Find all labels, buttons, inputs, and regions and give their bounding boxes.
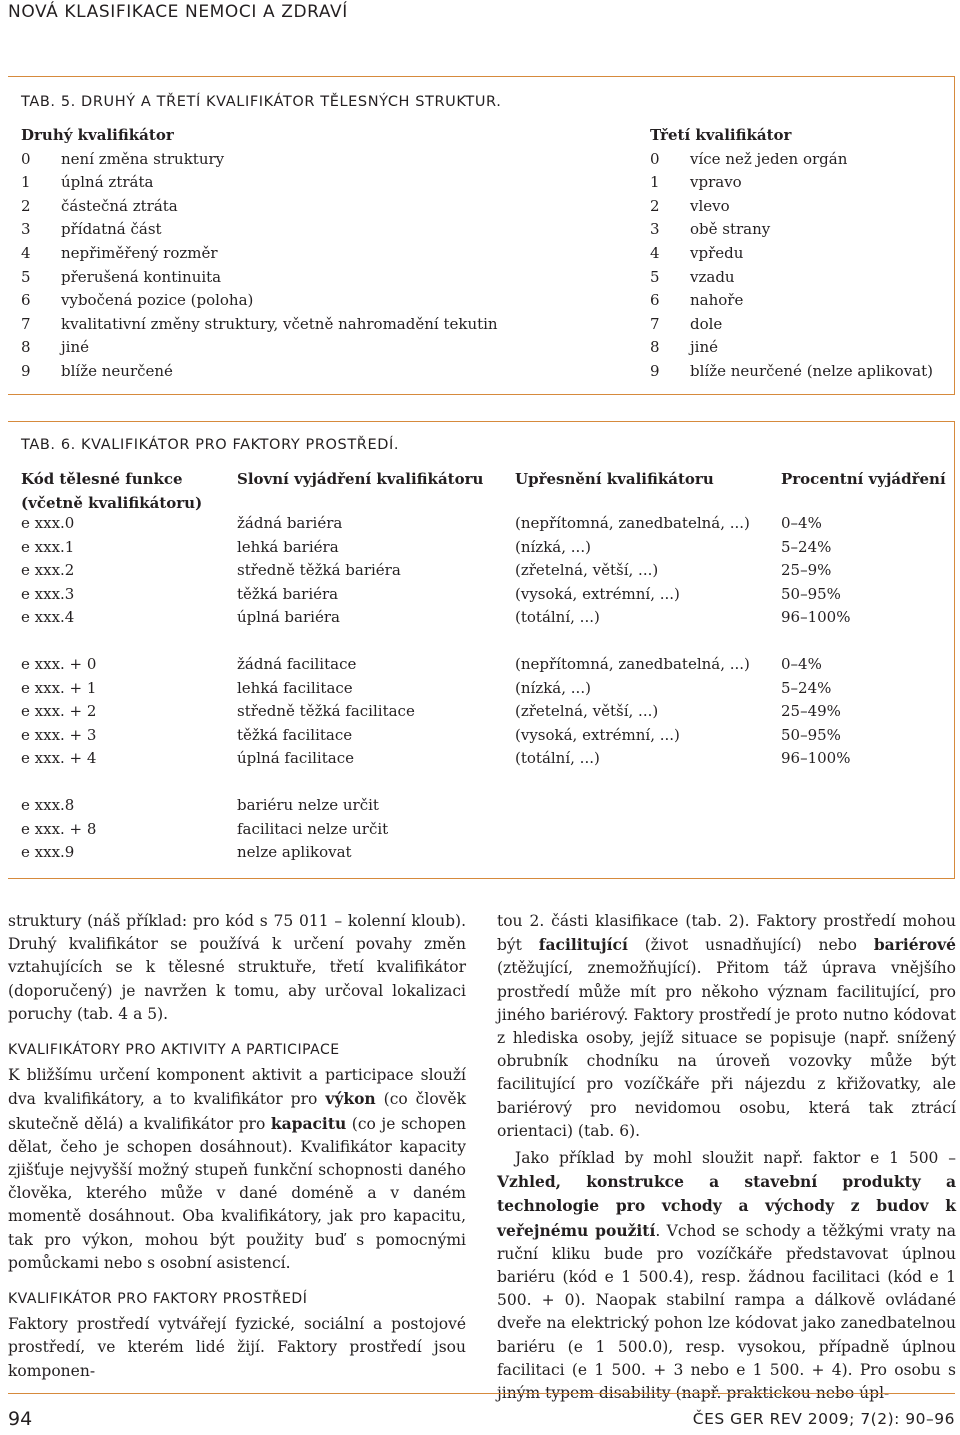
table-row [21, 677, 941, 701]
cell-verbal: úplná bariéra [237, 608, 340, 627]
table-row [21, 583, 941, 607]
heading-environment: KVALIFIKÁTOR PRO FAKTORY PROSTŘEDÍ [8, 1291, 308, 1308]
left-para-2: K bližšímu určení komponent aktivit a participace slouží dva kvalifikátory, a to kvalifikátor pro výkon (co člověk skutečně dělá) a kvalifikátor pro kapacitu (co je schopen dělat, čeho je schopen dosáhnout). Kvalifikátor kapacity zjišťuje nejvyšší možný stupeň funkční schopnosti daného člověka, kterého může v dané doméně a v daném momentě dosáhnout. Oba kvalifikátory, jak pro kapacitu, tak pro výkon, mohou být použity buď s pomocnými pomůckami nebo s osobní asistencí. [8, 1066, 466, 1272]
cell-verbal: nelze aplikovat [237, 843, 352, 862]
cell-detail: (vysoká, extrémní, ...) [515, 725, 680, 744]
cell-code: e xxx.1 [21, 537, 75, 556]
table-6-header [21, 468, 946, 515]
cell-verbal: žádná bariéra [237, 514, 343, 532]
cell-code: e xxx.4 [21, 608, 75, 627]
table-6-caption: TAB. 6. KVALIFIKÁTOR PRO FAKTORY PROSTŘEDÍ. [21, 437, 400, 453]
qualifier-label: vzadu [690, 267, 735, 286]
right-para-1: tou 2. části klasifikace (tab. 2). Faktory prostředí mohou být facilitující (život usnadňující) nebo bariérové (ztěžující, znemožňující). Přitom táž úprava vnějšího prostředí může mít pro někoho význam facilitující, pro jiného bariérový. Faktory prostředí je proto nutno kódovat z hlediska osoby, jejíž situace se popisuje (např. snížený obrubník chodníku na úroveň vozovky může být facilitující pro vozíčkáře při nájezdu z křižovatky, ale bariérový pro nevidomou osobu, která tak ztrácí orientaci) (tab. 6). [497, 912, 956, 1140]
qualifier-item [21, 313, 498, 337]
qualifier-code: 3 [650, 220, 660, 239]
qualifier-label: vlevo [690, 196, 730, 215]
table-row [21, 841, 515, 865]
qualifier-label: dole [690, 314, 723, 333]
cell-code: e xxx. + 3 [21, 725, 97, 744]
second-qualifier-title: Druhý kvalifikátor [21, 126, 174, 144]
cell-detail: (vysoká, extrémní, ...) [515, 584, 680, 603]
qualifier-code: 3 [21, 220, 31, 239]
table-row [21, 818, 515, 842]
cell-percent: 5–24% [781, 537, 832, 556]
qualifier-item [21, 289, 498, 313]
qualifier-item [650, 289, 933, 313]
qualifier-label: více než jeden orgán [690, 149, 848, 168]
qualifier-code: 8 [21, 338, 31, 357]
cell-verbal: bariéru nelze určit [237, 796, 379, 814]
qualifier-code: 6 [650, 291, 660, 310]
header-code-line2: (včetně kvalifikátoru) [21, 493, 203, 512]
table-row [21, 724, 941, 748]
qualifier-item [650, 171, 933, 195]
cell-verbal: středně těžká bariéra [237, 561, 401, 580]
qualifier-item [21, 266, 498, 290]
second-qualifier-list [21, 124, 498, 384]
table-row [21, 700, 941, 724]
journal-citation: ČES GER REV 2009; 7(2): 90–96 [692, 1410, 955, 1428]
page-number: 94 [8, 1408, 33, 1430]
qualifier-item [650, 336, 933, 360]
cell-code: e xxx.3 [21, 584, 75, 603]
heading-activities: KVALIFIKÁTORY PRO AKTIVITY A PARTICIPACE [8, 1042, 340, 1059]
qualifier-item [21, 242, 498, 266]
cell-verbal: těžká facilitace [237, 725, 353, 744]
qualifier-code: 1 [21, 173, 31, 192]
cell-percent: 5–24% [781, 678, 832, 697]
qualifier-label: blíže neurčené (nelze aplikovat) [690, 361, 933, 380]
qualifier-label: nahoře [690, 291, 744, 310]
cell-code: e xxx. + 4 [21, 749, 97, 768]
footer-rule [8, 1393, 955, 1394]
cell-verbal: lehká bariéra [237, 537, 339, 556]
qualifier-code: 2 [21, 196, 31, 215]
qualifier-code: 9 [650, 361, 660, 380]
cell-percent: 50–95% [781, 584, 841, 603]
qualifier-code: 8 [650, 338, 660, 357]
qualifier-label: jiné [690, 338, 718, 357]
cell-percent: 50–95% [781, 725, 841, 744]
cell-detail: (zřetelná, větší, ...) [515, 561, 659, 580]
qualifier-label: přerušená kontinuita [61, 267, 222, 286]
qualifier-code: 1 [650, 173, 660, 192]
cell-code: e xxx. + 2 [21, 702, 97, 721]
qualifier-code: 0 [650, 149, 660, 168]
table-row [21, 536, 941, 560]
header-code: Kód tělesné funkce [21, 470, 183, 488]
qualifier-code: 9 [21, 361, 31, 380]
third-qualifier-list [650, 124, 933, 384]
qualifier-label: částečná ztráta [61, 196, 178, 215]
qualifier-code: 2 [650, 196, 660, 215]
qualifier-item [21, 195, 498, 219]
running-head: NOVÁ KLASIFIKACE NEMOCI A ZDRAVÍ [8, 2, 348, 22]
cell-detail: (nepřítomná, zanedbatelná, ...) [515, 655, 750, 673]
cell-percent: 0–4% [781, 655, 822, 673]
table-row [21, 653, 941, 677]
qualifier-label: kvalitativní změny struktury, včetně nahromadění tekutin [61, 314, 498, 333]
qualifier-label: obě strany [690, 220, 771, 239]
qualifier-code: 4 [21, 243, 31, 262]
cell-verbal: těžká bariéra [237, 584, 339, 603]
header-verbal: Slovní vyjádření kvalifikátoru [237, 470, 484, 488]
cell-detail: (totální, ...) [515, 749, 600, 768]
qualifier-label: přídatná část [61, 220, 162, 239]
cell-code: e xxx.2 [21, 561, 75, 580]
cell-detail: (nepřítomná, zanedbatelná, ...) [515, 514, 750, 532]
cell-percent: 25–9% [781, 561, 832, 580]
qualifier-item [650, 266, 933, 290]
cell-code: e xxx. + 8 [21, 819, 97, 838]
cell-code: e xxx.8 [21, 796, 75, 814]
right-para-2: Jako příklad by mohl sloužit např. faktor e 1 500 – Vzhled, konstrukce a stavební produkty a technologie pro vchody a východy z budov k veřejnému použití. Vchod se schody a těžkými vraty na ruční kliku bude pro vozíčkáře představovat úplnou bariéru (kód e 1 500.4), resp. žádnou facilitaci (kód e 1 500. + 0). Naopak stabilní rampa a dálkově ovládané dveře na elektrický pohon lze kódovat jako zanedbatelnou bariéru (e 1 500.0), resp. vysokou, případně úplnou facilitaci (e 1 500. + 3 nebo e 1 500. + 4). Pro osobu s jiným typem disability (např. praktickou nebo úpl- [497, 1149, 956, 1403]
qualifier-item [21, 171, 498, 195]
cell-verbal: facilitaci nelze určit [237, 819, 389, 838]
cell-code: e xxx. + 1 [21, 678, 97, 697]
cell-percent: 96–100% [781, 749, 851, 768]
qualifier-code: 5 [650, 267, 660, 286]
qualifier-label: není změna struktury [61, 149, 225, 168]
left-column [8, 910, 466, 1383]
table-6-barriers [21, 512, 941, 630]
right-column [497, 910, 956, 1405]
cell-code: e xxx. + 0 [21, 655, 97, 673]
cell-detail: (totální, ...) [515, 608, 600, 627]
qualifier-code: 4 [650, 243, 660, 262]
qualifier-code: 7 [650, 314, 660, 333]
qualifier-label: vybočená pozice (poloha) [61, 291, 254, 310]
cell-detail: (nízká, ...) [515, 678, 591, 697]
cell-code: e xxx.9 [21, 843, 75, 862]
table-6-facilitators [21, 653, 941, 771]
qualifier-label: vpravo [690, 173, 742, 192]
table-row [21, 559, 941, 583]
third-qualifier-title: Třetí kvalifikátor [650, 126, 792, 144]
left-para-3: Faktory prostředí vytvářejí fyzické, sociální a postojové prostředí, ve kterém lidé žijí. Faktory prostředí jsou komponen- [8, 1315, 466, 1380]
table-row [21, 606, 941, 630]
qualifier-item [650, 313, 933, 337]
table-5-caption: TAB. 5. DRUHÝ A TŘETÍ KVALIFIKÁTOR TĚLESNÝCH STRUKTUR. [21, 94, 502, 110]
qualifier-item [21, 360, 498, 384]
table-row [21, 512, 941, 536]
cell-detail: (nízká, ...) [515, 537, 591, 556]
qualifier-label: nepřiměřený rozměr [61, 243, 218, 262]
table-6-other [21, 794, 515, 865]
table-row [21, 794, 515, 818]
cell-percent: 96–100% [781, 608, 851, 627]
table-row [21, 747, 941, 771]
qualifier-item [650, 242, 933, 266]
qualifier-label: úplná ztráta [61, 173, 154, 192]
qualifier-item [650, 148, 933, 172]
left-para-1: struktury (náš příklad: pro kód s 75 011 – kolenní kloub). Druhý kvalifikátor se používá k určení povahy změn vztahujících se k tělesné struktuře, třetí kvalifikátor (doporučený) je navržen k tomu, aby určoval lokalizaci poruchy (tab. 4 a 5). [8, 912, 466, 1023]
qualifier-label: blíže neurčené [61, 361, 173, 380]
qualifier-item [21, 148, 498, 172]
qualifier-item [21, 336, 498, 360]
header-percent: Procentní vyjádření [781, 470, 946, 488]
qualifier-label: vpředu [690, 243, 744, 262]
qualifier-code: 0 [21, 149, 31, 168]
cell-detail: (zřetelná, větší, ...) [515, 702, 659, 721]
cell-verbal: lehká facilitace [237, 678, 353, 697]
qualifier-item [21, 218, 498, 242]
qualifier-item [650, 195, 933, 219]
cell-verbal: žádná facilitace [237, 655, 357, 673]
cell-percent: 0–4% [781, 514, 822, 532]
cell-verbal: středně těžká facilitace [237, 702, 415, 721]
qualifier-item [650, 360, 933, 384]
cell-verbal: úplná facilitace [237, 749, 354, 768]
qualifier-code: 7 [21, 314, 31, 333]
qualifier-code: 5 [21, 267, 31, 286]
qualifier-item [650, 218, 933, 242]
qualifier-code: 6 [21, 291, 31, 310]
cell-code: e xxx.0 [21, 514, 75, 532]
cell-percent: 25–49% [781, 702, 841, 721]
qualifier-label: jiné [61, 338, 89, 357]
header-detail: Upřesnění kvalifikátoru [515, 470, 714, 488]
